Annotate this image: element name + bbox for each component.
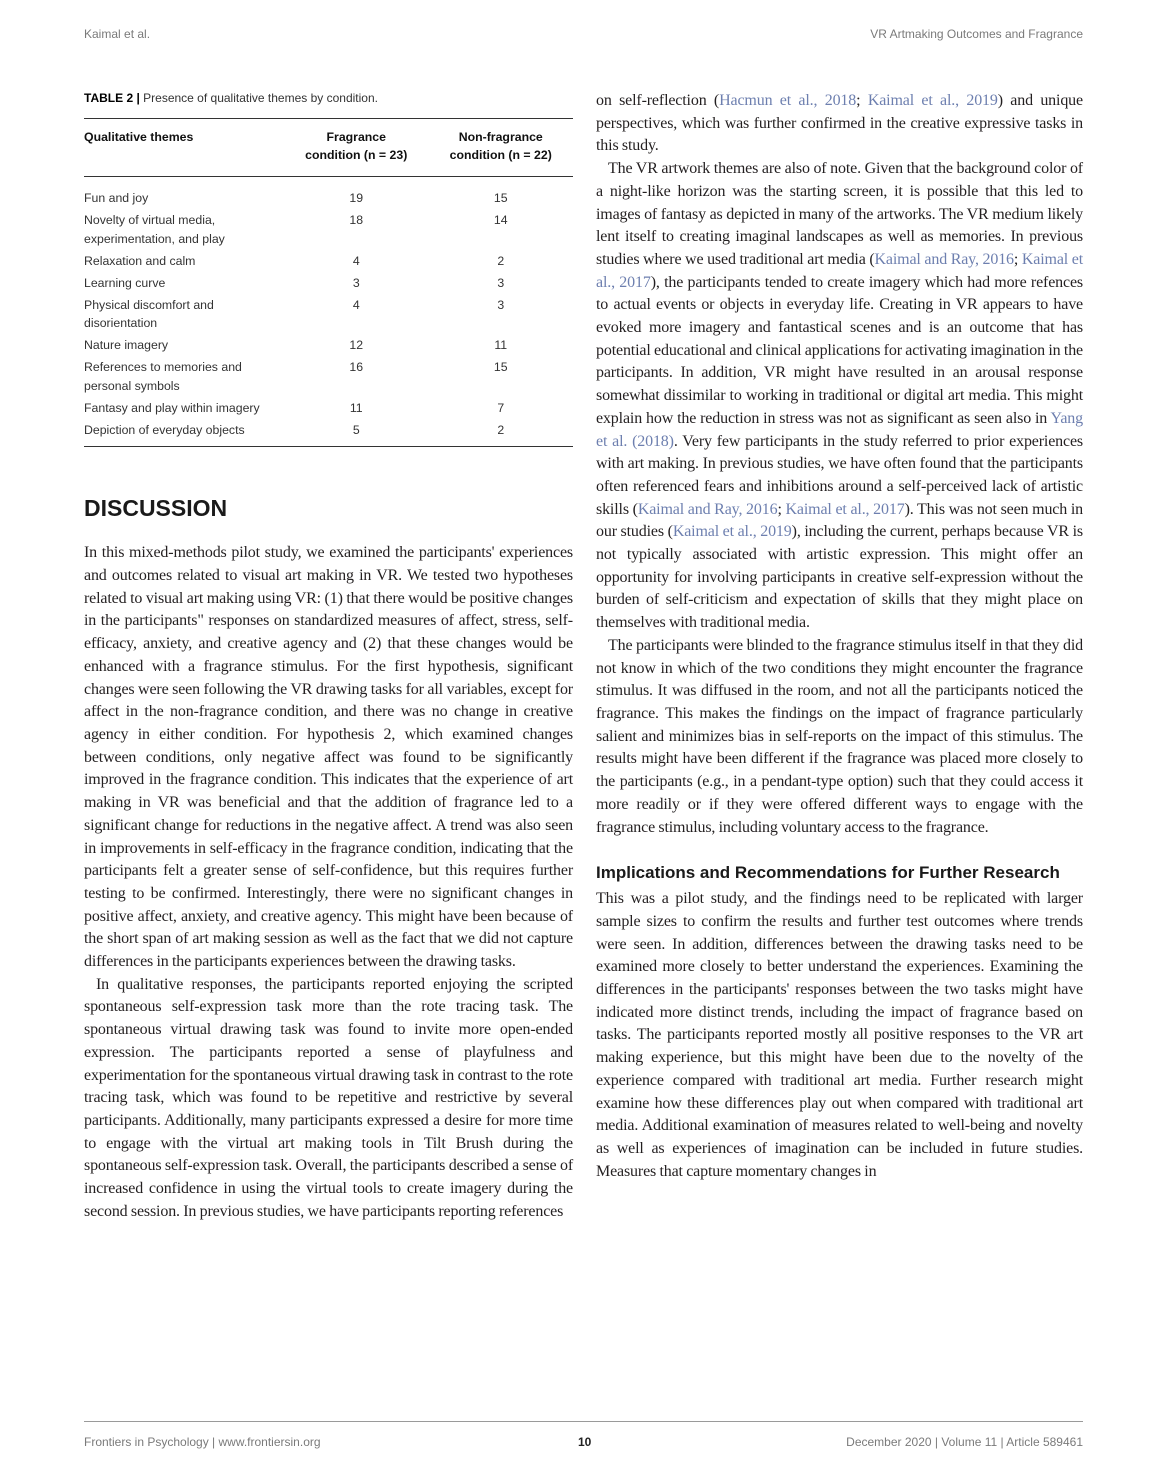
fragrance-count: 19 <box>349 191 364 205</box>
running-head <box>84 27 1083 43</box>
section-heading-discussion: DISCUSSION <box>84 495 228 522</box>
body-paragraph: on self-reflection (Hacmun et al., 2018; Kaimal et al., 2019) and unique perspectives, which was further confirmed in the creative expressive tasks in this study. <box>596 92 1083 155</box>
fragrance-count: 16 <box>349 360 364 375</box>
body-paragraph: The VR artwork themes are also of note. Given that the background color of a night-like horizon was the starting screen, it is possible that this led to images of fantasy as depicted in many of the artworks. The VR medium likely lent itself to creating imaginal landscapes as well as memories. In previous studies where we used traditional art media (Kaimal and Ray, 2016; Kaimal et al., 2017), the participants tended to create imagery which had more refences to actual events or objects in everyday life. Creating in VR appears to have evoked more imagery and fantastical scenes and is an outcome that has potential educational and clinical applications for activating imagination in the participants. In addition, VR might have resulted in an arousal response somewhat dissimilar to working in traditional or digital art media. This might explain how the reduction in stress was not as significant as seen also in Yang et al. (2018). Very few participants in the study referred to prior experiences with art making. In previous studies, we have often found that the participants often referenced fears and inhibitions around a self-perceived lack of artistic skills (Kaimal and Ray, 2016; Kaimal et al., 2017). This was not seen much in our studies (Kaimal et al., 2019), including the current, perhaps because VR is not typically associated with artistic expression. This might offer an opportunity for involving participants in creative self-expression without the burden of self-criticism and expectation of skills that they might place on themselves with traditional media. <box>596 160 1083 632</box>
theme-cell: Physical discomfort and disorientation <box>84 297 214 331</box>
nonfragrance-count: 14 <box>493 213 508 228</box>
body-paragraph: This was a pilot study, and the findings need to be replicated with larger sample sizes to confirm the results and further test outcomes where trends were seen. In addition, differences between the drawing tasks need to be examined more closely to better understand the experiences. Examining the differences in the participants' responses between the two tasks might have indicated more distinct trends, including the impact of fragrance based on tasks. The participants reported mostly all positive responses to the VR art making experience, but this might have been due to the novelty of the experience compared with traditional art media. Further research might examine how these differences play out when compared with traditional art media. Additional examination of measures related to well-being and novelty as well as experiences of imagination can be included in future studies. Measures that capture momentary changes in <box>596 890 1083 1180</box>
theme-cell: Fun and joy <box>84 191 149 205</box>
theme-cell: Nature imagery <box>84 338 169 353</box>
table-row <box>84 208 573 249</box>
running-head-title: VR Artmaking Outcomes and Fragrance <box>870 27 1083 41</box>
discussion-paragraph: In this mixed-methods pilot study, we examined the participants' experiences and outcomes related to visual art making in VR. We tested two hypotheses related to visual art making using VR: (1) that there would be positive changes in the participants" responses on standardized measures of affect, stress, self-efficacy, anxiety, and creative agency and (2) that these changes would be enhanced with a fragrance stimulus. For the first hypothesis, significant changes were seen following the VR drawing tasks for all variables, except for affect in the non-fragrance condition, and there was no change in creative agency in either condition. For hypothesis 2, which examined changes between conditions, only negative affect was found to be significantly improved in the fragrance condition. This indicates that the experience of art making in VR was beneficial and that the addition of fragrance led to a significant change for reductions in the negative affect. A trend was also seen in improvements in self-efficacy in the fragrance condition, indicating that the participants felt a greater sense of self-confidence, but this requires further testing to be confirmed. Interestingly, there were no significant changes in positive affect, anxiety, and creative agency. This might have been because of the short span of art making session as well as the fact that we did not capture differences in the participants experiences between the drawing tasks. <box>84 544 573 971</box>
fragrance-count: 18 <box>349 213 364 228</box>
table-caption <box>84 90 573 106</box>
nonfragrance-count: 2 <box>497 253 505 268</box>
citation-link[interactable]: Kaimal et al., 2017 <box>785 500 905 518</box>
theme-cell: References to memories and personal symbols <box>84 360 242 393</box>
nonfragrance-count: 3 <box>497 275 505 290</box>
table-row <box>84 292 573 333</box>
table-label: TABLE 2 | <box>84 91 140 105</box>
theme-cell: Learning curve <box>84 275 166 290</box>
header-theme: Qualitative themes <box>84 119 284 177</box>
footer-journal: Frontiers in Psychology | www.frontiersin.org <box>84 1435 321 1449</box>
citation-link[interactable]: Kaimal and Ray, 2016 <box>874 250 1014 268</box>
header-fragrance: Fragrance condition (n = 23) <box>284 119 429 177</box>
fragrance-count: 11 <box>349 400 363 415</box>
left-column <box>84 90 573 1223</box>
table-row <box>84 417 573 446</box>
nonfragrance-count: 2 <box>497 422 505 437</box>
theme-cell: Novelty of virtual media, experimentation, and play <box>84 213 225 246</box>
theme-cell: Relaxation and calm <box>84 253 196 268</box>
citation-link[interactable]: Kaimal et al., 2017 <box>596 250 1083 291</box>
header-nonfragrance: Non-fragrance condition (n = 22) <box>429 119 574 177</box>
citation-link[interactable]: Kaimal and Ray, 2016 <box>637 500 778 518</box>
fragrance-count: 5 <box>352 422 360 437</box>
footer-issue: December 2020 | Volume 11 | Article 589461 <box>846 1435 1083 1449</box>
page-number: 10 <box>578 1435 592 1449</box>
table-header-row <box>84 119 573 177</box>
right-column <box>596 90 1083 1183</box>
fragrance-count: 3 <box>352 275 360 290</box>
running-head-authors: Kaimal et al. <box>84 27 151 41</box>
page-footer <box>84 1421 1083 1449</box>
fragrance-count: 4 <box>352 297 360 312</box>
table-row <box>84 270 573 292</box>
theme-cell: Depiction of everyday objects <box>84 422 245 437</box>
nonfragrance-count: 15 <box>493 360 508 375</box>
citation-link[interactable]: Yang et al. (2018) <box>596 409 1083 450</box>
citation-link[interactable]: Kaimal et al., 2019 <box>672 523 792 541</box>
table-row <box>84 395 573 417</box>
nonfragrance-count: 3 <box>497 297 505 312</box>
qualitative-themes-table <box>84 118 573 447</box>
body-paragraph: The participants were blinded to the fragrance stimulus itself in that they did not know in which of the two conditions they might encounter the fragrance stimulus. It was diffused in the room, and not all the participants noticed the fragrance. This makes the findings on the impact of fragrance particularly salient and minimizes bias in self-reports on the impact of this stimulus. The results might have been different if the fragrance was placed more closely to the participants (e.g., in a pendant-type option) such that they could access it more readily or if they were offered different ways to engage with the fragrance stimulus, including voluntary access to the fragrance. <box>596 636 1083 836</box>
table-row <box>84 177 573 208</box>
table-row <box>84 333 573 355</box>
table-caption-text: Presence of qualitative themes by condition. <box>143 91 378 105</box>
discussion-paragraph: In qualitative responses, the participants reported enjoying the scripted spontaneous self-expression task more than the rote tracing task. The spontaneous virtual drawing task was found to invite more open-ended expression. The participants reported a sense of playfulness and experimentation for the spontaneous virtual drawing task in contrast to the rote tracing task, which was found to be repetitive and restrictive by several participants. Additionally, many participants expressed a desire for more time to engage with the virtual art making tools in Tilt Brush during the spontaneous self-expression task. Overall, the participants described a sense of increased confidence in using the virtual tools to create imagery during the second session. In previous studies, we have participants reporting references <box>84 975 573 1220</box>
nonfragrance-count: 15 <box>493 191 508 205</box>
nonfragrance-count: 11 <box>494 338 508 353</box>
table-row <box>84 355 573 396</box>
table-row <box>84 248 573 270</box>
subsection-heading: Implications and Recommendations for Further Research <box>596 863 1060 883</box>
theme-cell: Fantasy and play within imagery <box>84 400 260 415</box>
citation-link[interactable]: Kaimal et al., 2019 <box>867 92 998 109</box>
citation-link[interactable]: Hacmun et al., 2018 <box>719 92 857 109</box>
nonfragrance-count: 7 <box>497 400 505 415</box>
fragrance-count: 12 <box>349 338 364 353</box>
fragrance-count: 4 <box>352 253 360 268</box>
